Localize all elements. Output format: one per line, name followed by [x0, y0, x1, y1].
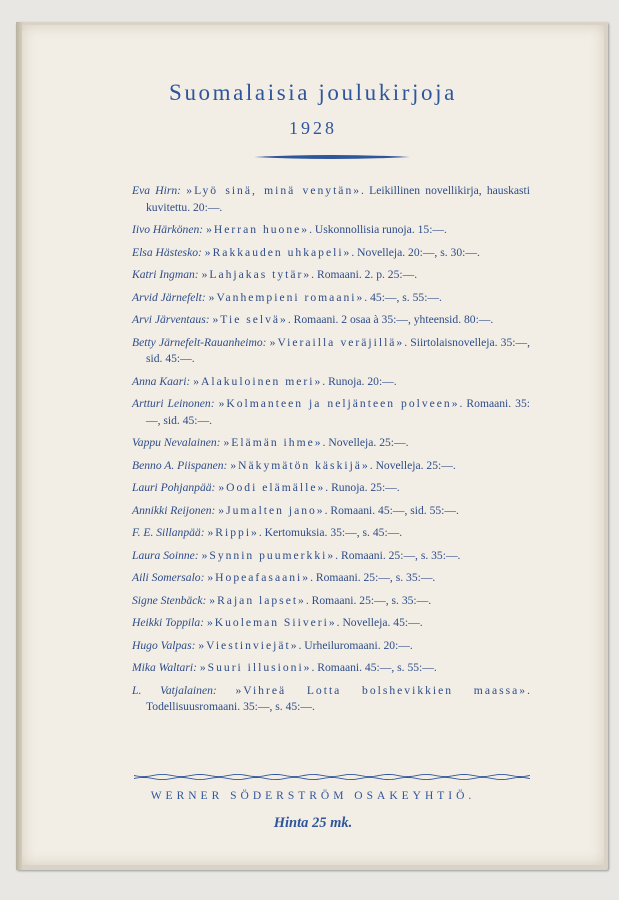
decorative-rule: [254, 154, 410, 160]
book-author: Anna Kaari:: [132, 374, 191, 388]
book-details: . Romaani. 25:—, s. 35:—.: [335, 548, 461, 562]
book-title: »Lahjakas tytär»: [201, 268, 312, 281]
book-author: F. E. Sillanpää:: [132, 526, 205, 539]
book-details: . Romaani. 2. p. 25:—.: [311, 268, 418, 281]
book-details: . Novelleja. 45:—.: [336, 616, 423, 629]
book-title: »Vanhempieni romaani»: [208, 290, 365, 304]
page-year: 1928: [289, 118, 337, 138]
book-details: . Romaani. 45:—, s. 55:—.: [311, 661, 437, 674]
book-entry: [132, 570, 530, 587]
book-author: Laura Soinne:: [132, 548, 199, 562]
book-entry: [132, 503, 530, 520]
book-entry: [132, 290, 530, 307]
book-author: Eva Hirn:: [132, 184, 182, 197]
book-author: Lauri Pohjanpää:: [132, 481, 216, 494]
book-author: Betty Järnefelt-Rauanheimo:: [132, 335, 267, 349]
book-details: . Siirtolaisnovelleja. 35:—, sid. 45:—.: [146, 335, 530, 365]
book-author: Benno A. Piispanen:: [132, 458, 228, 472]
book-entry: [132, 458, 530, 475]
book-details: . Uskonnollisia runoja. 15:—.: [309, 223, 447, 236]
book-details: . Romaani. 25:—, s. 35:—.: [305, 593, 432, 607]
book-author: Annikki Reijonen:: [132, 503, 216, 517]
book-author: Katri Ingman:: [132, 268, 199, 281]
book-details: . Novelleja. 25:—.: [322, 436, 409, 449]
book-title: »Suuri illusioni»: [199, 661, 312, 674]
book-title: »Oodi elämälle»: [218, 481, 326, 494]
book-title: »Vihreä Lotta bolshevikkien maassa»: [235, 683, 528, 697]
book-title: »Viestinviejät»: [198, 638, 299, 652]
book-author: Hugo Valpas:: [132, 638, 196, 652]
book-details: . Urheiluromaani. 20:—.: [298, 638, 413, 652]
book-details: . Todellisuusromaani. 35:—, s. 45:—.: [146, 683, 530, 713]
book-title: »Rakkauden uhkapeli»: [204, 245, 352, 259]
book-details: . Novelleja. 20:—, s. 30:—.: [351, 245, 480, 259]
book-entry: [132, 335, 530, 368]
book-title: »Kuoleman Siiveri»: [206, 616, 337, 629]
book-entry: [132, 683, 530, 716]
book-author: Vappu Nevalainen:: [132, 436, 221, 449]
book-title: »Herran huone»: [206, 223, 310, 236]
book-author: Aili Somersalo:: [132, 571, 205, 584]
book-author: Heikki Toppila:: [132, 616, 205, 629]
book-entry: [132, 267, 530, 284]
book-details: . Runoja. 25:—.: [325, 481, 400, 494]
book-details: . Runoja. 20:—.: [322, 374, 397, 388]
book-title: »Näkymätön käskijä»: [230, 458, 370, 472]
book-entry: [132, 396, 530, 429]
book-entry: [132, 548, 530, 565]
book-title: »Alakuloinen meri»: [193, 374, 323, 388]
book-title: »Synnin puumerkki»: [201, 548, 336, 562]
book-entry: [132, 222, 530, 239]
book-entry: [132, 660, 530, 677]
book-author: Arvi Järventaus:: [132, 313, 210, 326]
book-details: . Romaani. 25:—, s. 35:—.: [310, 571, 436, 584]
book-details: . Leikillinen novellikirja, hauskasti kuvitettu. 20:—.: [146, 184, 530, 214]
book-title: »Elämän ihme»: [223, 436, 323, 449]
book-author: Artturi Leinonen:: [132, 397, 215, 410]
book-title: »Rajan lapset»: [209, 593, 306, 607]
book-details: . Romaani. 45:—, sid. 55:—.: [324, 503, 459, 517]
book-details: . Romaani. 2 osaa à 35:—, yhteensid. 80:—.: [287, 313, 494, 326]
cover-content: [22, 25, 604, 865]
book-title: »Kolmanteen ja neljänteen polveen»: [218, 397, 460, 410]
book-author: Arvid Järnefelt:: [132, 290, 206, 304]
book-title: »Tie selvä»: [212, 313, 288, 326]
book-entry: [132, 615, 530, 632]
book-entry: [132, 638, 530, 655]
book-entry: [132, 312, 530, 329]
book-entry: [132, 480, 530, 497]
publisher-name: WERNER SÖDERSTRÖM OSAKEYHTIÖ.: [150, 790, 476, 802]
book-details: . Kertomuksia. 35:—, s. 45:—.: [258, 526, 403, 539]
book-entry: [132, 374, 530, 391]
book-list: [132, 183, 530, 722]
book-entry: [132, 183, 530, 216]
book-title: »Vierailla veräjillä»: [269, 335, 405, 349]
book-details: . Novelleja. 25:—.: [369, 458, 456, 472]
book-author: L. Vatjalainen:: [132, 683, 217, 697]
book-entry: [132, 245, 530, 262]
book-details: . Romaani. 35:—, sid. 45:—.: [146, 397, 530, 427]
page-title: Suomalaisia joulukirjoja: [169, 80, 457, 105]
book-title: »Lyö sinä, minä venytän»: [186, 184, 362, 197]
book-entry: [132, 593, 530, 610]
book-entry: [132, 435, 530, 452]
book-entry: [132, 525, 530, 542]
book-author: Mika Waltari:: [132, 661, 197, 674]
book-title: »Hopeafasaani»: [207, 571, 311, 584]
book-author: Elsa Hästesko:: [132, 245, 202, 259]
book-author: Iivo Härkönen:: [132, 223, 204, 236]
book-author: Signe Stenbäck:: [132, 593, 207, 607]
book-details: . 45:—, s. 55:—.: [364, 290, 442, 304]
book-title: »Rippi»: [207, 526, 259, 539]
book-title: »Jumalten jano»: [218, 503, 325, 517]
wavy-divider: [134, 772, 530, 782]
cover-paper: [22, 25, 604, 865]
price-label: Hinta 25 mk.: [273, 815, 353, 831]
